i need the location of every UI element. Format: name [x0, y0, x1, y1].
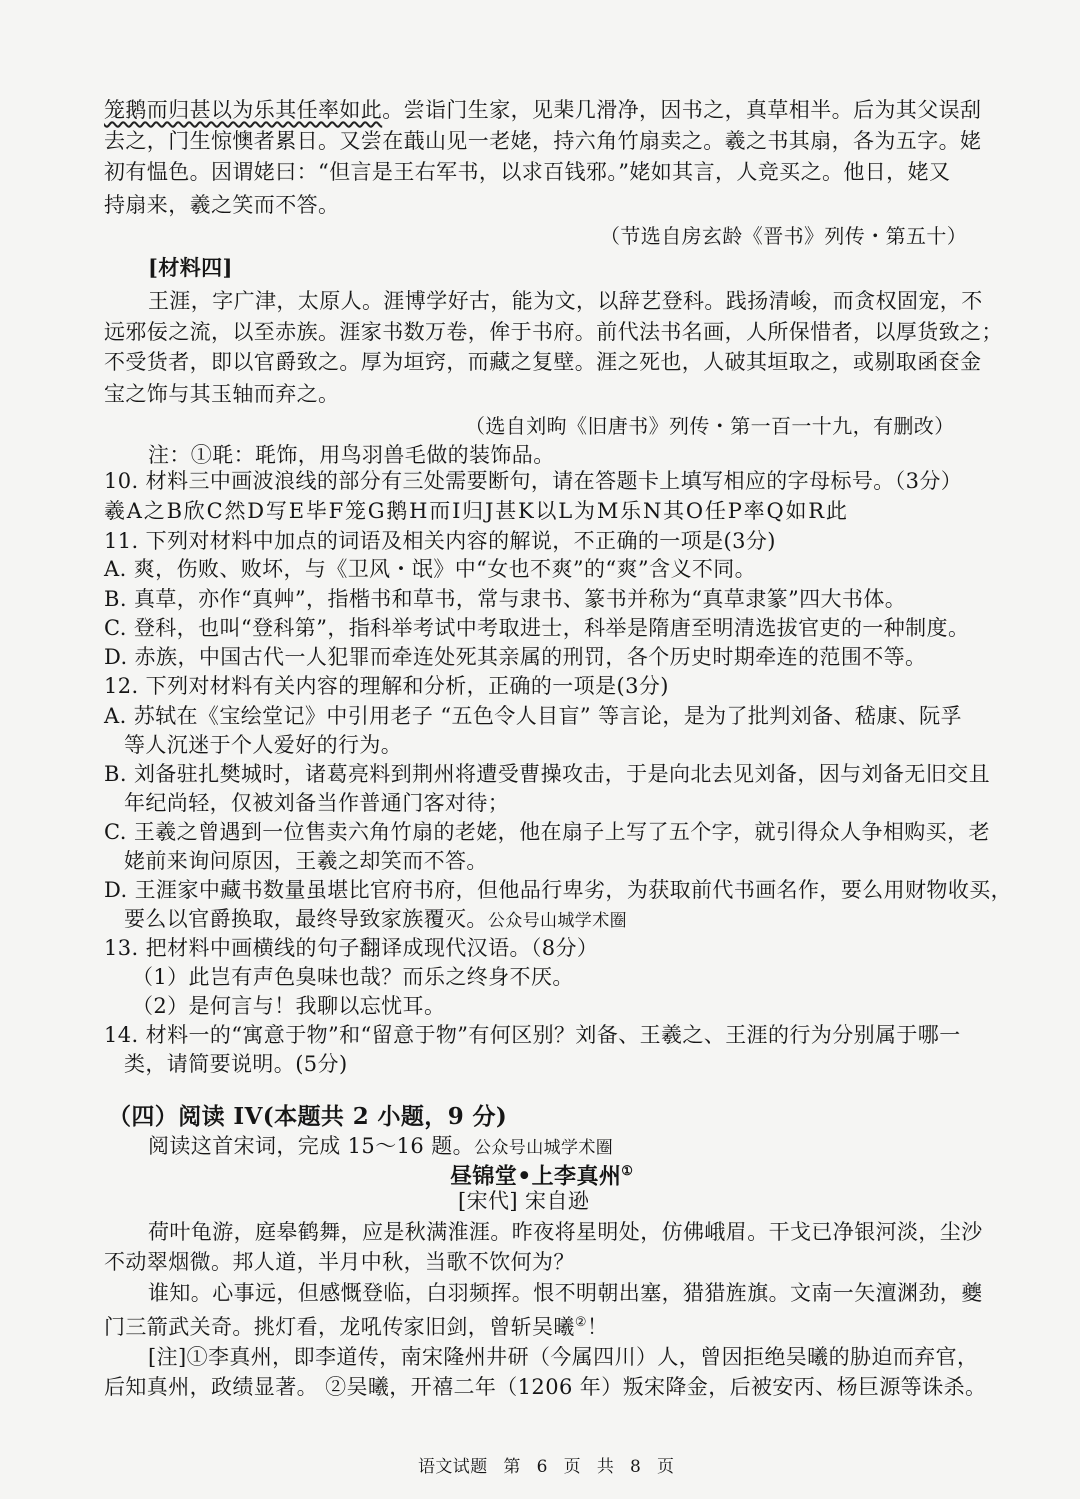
q14-stem-1: 14. 材料一的“寓意于物”和“留意于物”有何区别？刘备、王羲之、王涯的行为分别属于哪一: [104, 1023, 961, 1047]
watermark-1: 公众号山城学术圈: [487, 911, 628, 931]
m4-source: （选自刘昫《旧唐书》列传・第一百一十九，有删改）: [465, 414, 955, 438]
q11-stem: 11. 下列对材料中加点的词语及相关内容的解说，不正确的一项是(3分): [104, 529, 776, 553]
m4-line-3: 不受货者，即以官爵致之。厚为垣窍，而藏之复壁。涯之死也，人破其垣取之，或剔取函奁金: [104, 350, 982, 374]
q13-stem: 13. 把材料中画横线的句子翻译成现代汉语。（8分）: [104, 936, 599, 960]
poem-line-2: 不动翠烟微。邦人道，半月中秋，当歌不饮何为？: [104, 1250, 575, 1274]
m3-line-1: 笼鹅而归甚以为乐其任率如此。尝诣门生家，见棐几滑净，因书之，真草相半。后为其父误刮: [104, 98, 982, 122]
q13-sentence-2: （2）是何言与！我聊以忘忧耳。: [132, 994, 446, 1018]
m4-line-2: 远邪佞之流，以至赤族。涯家书数万卷，侔于书府。前代法书名画，人所保惜者，以厚货致之；: [104, 320, 1003, 344]
poem-note-2: 后知真州，政绩显著。 ②吴曦，开禧二年（1206 年）叛宋降金，后被安丙、杨巨源等诛杀。: [104, 1375, 987, 1399]
q11-option-b: B. 真草，亦作“真艸”，指楷书和草书，常与隶书、篆书并称为“真草隶篆”四大书体。: [104, 587, 907, 611]
poem-note-1: [注]①李真州，即李道传，南宋隆州井研（今属四川）人，曾因拒绝吴曦的胁迫而弃官，: [148, 1345, 979, 1369]
section-heading: （四）阅读 IV(本题共 2 小题，9 分): [108, 1103, 508, 1130]
q13-sentence-1: （1）此岂有声色臭味也哉？而乐之终身不厌。: [132, 965, 574, 989]
q12-option-b-1: B. 刘备驻扎樊城时，诸葛亮料到荆州将遭受曹操攻击，于是向北去见刘备，因与刘备无旧交且: [104, 762, 990, 786]
m4-line-1: 王涯，字广津，太原人。涯博学好古，能为文，以辞艺登科。践扬清峻，而贪权固宠，不: [148, 289, 983, 313]
m4-line-4: 宝之饰与其玉轴而弃之。: [104, 382, 340, 406]
poem-line-1: 荷叶龟游，庭皋鹤舞，应是秋满淮涯。昨夜将星明处，仿佛峨眉。干戈已净银河淡，尘沙: [148, 1220, 983, 1244]
q11-option-d: D. 赤族，中国古代一人犯罪而牵连处死其亲属的刑罚，各个历史时期牵连的范围不等。: [104, 645, 927, 669]
poem-line-3: 谁知。心事远，但感慨登临，白羽频挥。恨不明朝出塞，猎猎旌旗。文南一矢澶渊劲，夔: [148, 1281, 983, 1305]
q10-stem: 10. 材料三中画波浪线的部分有三处需要断句，请在答题卡上填写相应的字母标号。（3分）: [104, 469, 963, 493]
m3-line-2: 去之，门生惊懊者累日。又尝在蕺山见一老姥，持六角竹扇卖之。羲之书其扇，各为五字。姥: [104, 129, 982, 153]
m3-wavy-sentence: 笼鹅而归甚以为乐其任率如此: [104, 98, 383, 122]
q12-option-d-2: 要么以官爵换取，最终导致家族覆灭。公众号山城学术圈: [124, 907, 628, 931]
q12-option-c-2: 姥前来询问原因，王羲之却笑而不答。: [124, 849, 488, 873]
m3-source: （节选自房玄龄《晋书》列传・第五十）: [600, 224, 968, 248]
m3-line-4: 持扇来，羲之笑而不答。: [104, 193, 340, 217]
watermark-2: 公众号山城学术圈: [474, 1138, 614, 1158]
poem-title: 昼锦堂•上李真州①: [450, 1163, 634, 1190]
m4-heading: [材料四]: [148, 255, 233, 280]
poem-author: [宋代] 宋自逊: [458, 1189, 590, 1213]
q12-option-a-2: 等人沉迷于个人爱好的行为。: [124, 733, 403, 757]
note-line: 注：①毦：毦饰，用鸟羽兽毛做的装饰品。: [148, 443, 555, 467]
q14-stem-2: 类，请简要说明。(5分): [124, 1052, 348, 1076]
q11-option-a: A. 爽，伤败、败坏，与《卫风・氓》中“女也不爽”的“爽”含义不同。: [104, 557, 757, 581]
q12-option-a-1: A. 苏轼在《宝绘堂记》中引用老子 “五色令人目盲” 等言论，是为了批判刘备、嵇康、阮孚: [104, 704, 962, 728]
q12-stem: 12. 下列对材料有关内容的理解和分析，正确的一项是(3分): [104, 674, 669, 698]
q12-option-d-1: D. 王涯家中藏书数量虽堪比官府书府，但他品行卑劣，为获取前代书画名作，要么用财物收买，: [104, 878, 1013, 902]
q12-option-b-2: 年纪尚轻，仅被刘备当作普通门客对待；: [124, 791, 510, 815]
m3-line-3: 初有愠色。因谓姥曰：“但言是王右军书，以求百钱邪。”姥如其言，人竞买之。他日，姥又: [104, 160, 951, 184]
poem-line-4: 门三箭武关奇。挑灯看，龙吼传家旧剑，曾斩吴曦②！: [104, 1315, 609, 1339]
q10-text: 羲A之B欣C然D写E毕F笼G鹅H而I归J甚K以L为M乐N其O任P率Q如R此: [104, 499, 849, 523]
q12-option-c-1: C. 王羲之曾遇到一位售卖六角竹扇的老姥，他在扇子上写了五个字，就引得众人争相购买，老: [104, 820, 990, 844]
page-footer: 语文试题 第 6 页 共 8 页: [418, 1457, 675, 1477]
q11-option-c: C. 登科，也叫“登科第”，指科举考试中考取进士，科举是隋唐至明清选拔官吏的一种制度。: [104, 616, 970, 640]
section-instruction: 阅读这首宋词，完成 15～16 题。公众号山城学术圈: [148, 1134, 614, 1158]
